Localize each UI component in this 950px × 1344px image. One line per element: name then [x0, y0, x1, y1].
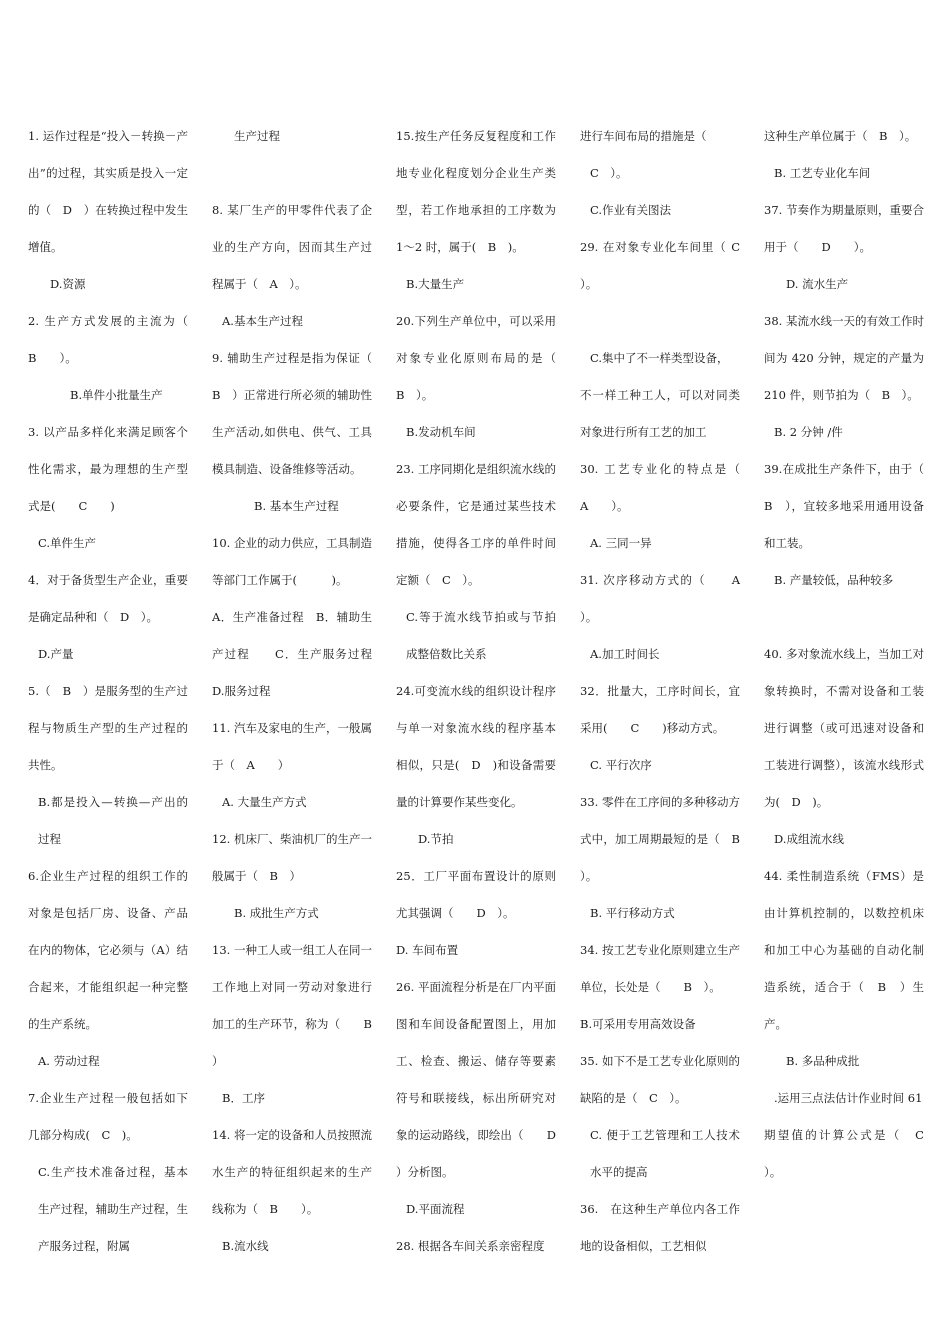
answer-text: D.节拍	[418, 832, 454, 846]
answer-text: B. 多品种成批	[786, 1054, 860, 1068]
answer-text: B. 工艺专业化车间	[774, 166, 871, 180]
question-text: 进行车间布局的措施是（	[580, 129, 707, 143]
answer-text: B.都是投入—转换—产出的过程	[38, 795, 188, 846]
question-text: 30. 工艺专业化的特点是（ A ）。	[580, 462, 763, 513]
question-text: 4．对于备货型生产企业，重要是确定品种和（ D ）。	[28, 573, 188, 624]
question-text: B.可采用专用高效设备	[580, 1017, 696, 1031]
question-text: 32．批量大，工序时间长，宜采用( C )移动方式。	[580, 684, 740, 735]
question-text: 26. 平面流程分析是在厂内平面图和车间设备配置图上，用加工、检查、搬运、储存等要素符号和联接线，标出所研究对象的运动路线，即绘出（ D ）分析图。	[396, 980, 568, 1179]
answer-text: B. 2 分钟 /件	[774, 425, 843, 439]
blank-line	[580, 303, 740, 340]
question-text: 24.可变流水线的组织设计程序与单一对象流水线的程序基本相似，只是( D )和设备需要量的计算要作某些变化。	[396, 684, 556, 809]
question-text: 13. 一种工人或一组工人在同一工作地上对同一劳动对象进行加工的生产环节，称为（ B ）	[212, 943, 395, 1068]
question-text: 8. 某厂生产的甲零件代表了企业的生产方向，因而其生产过程属于（ A ）。	[212, 203, 372, 291]
answer-text: A.基本生产过程	[222, 314, 303, 328]
answer-text: .运用三点法估计作业时间 61	[774, 1091, 923, 1105]
answer-text: B. 基本生产过程	[254, 499, 339, 513]
answer-text: A. 大量生产方式	[222, 795, 307, 809]
answer-text: B.流水线	[222, 1239, 269, 1253]
answer-text: A. 三同一异	[590, 536, 652, 550]
question-text: 29. 在对象专业化车间里（ C ）。	[580, 240, 744, 291]
answer-text: C.生产技术准备过程，基本生产过程，辅助生产过程，生产服务过程，附属	[38, 1165, 188, 1253]
answer-text: D.资源	[50, 277, 86, 291]
question-text: 这种生产单位属于（ B ）。	[764, 129, 917, 143]
text-column-5	[764, 118, 936, 1191]
question-text: 36. 在这种生产单位内各工作地的设备相似，工艺相似	[580, 1202, 740, 1253]
answer-text: C.作业有关图法	[590, 203, 672, 217]
text-column-3	[396, 118, 591, 1265]
question-text: A．生产准备过程 B．辅助生产过程 C．生产服务过程 D.服务过程	[212, 610, 395, 698]
question-text: 20.下列生产单位中，可以采用对象专业化原则布局的是（ B ）。	[396, 314, 591, 402]
question-text: 31. 次序移动方式的（ A ）。	[580, 573, 752, 624]
answer-text: D.产量	[38, 647, 74, 661]
question-text: 5.（ B ）是服务型的生产过程与物质生产型的生产过程的共性。	[28, 684, 188, 772]
question-text: 15.按生产任务反复程度和工作地专业化程度划分企业生产类型，若工作地承担的工序数为 1～2 时，属于( B )。	[396, 129, 560, 254]
answer-text: B．工序	[222, 1091, 265, 1105]
text-column-2	[212, 118, 395, 1265]
question-text: 25．工厂平面布置设计的原则尤其强调（ D ）。	[396, 869, 556, 920]
question-text: 1. 运作过程是“投入－转换－产出”的过程，其实质是投入一定的（ D ）在转换过程中发生增值。	[28, 129, 188, 254]
question-text: 35. 如下不是工艺专业化原则的缺陷的是（ C ）。	[580, 1054, 740, 1105]
answer-text: B. 成批生产方式	[234, 906, 319, 920]
question-text: 40. 多对象流水线上，当加工对象转换时，不需对设备和工装进行调整（或可迅速对设备和工装进行调整），该流水线形式为( D )。	[764, 647, 924, 809]
answer-text: D. 流水生产	[786, 277, 849, 291]
question-text: 23. 工序同期化是组织流水线的必要条件，它是通过某些技术措施，使得各工序的单件时间定额（ C ）。	[396, 462, 556, 587]
question-text: 3. 以产品多样化来满足顾客个性化需求，最为理想的生产型式是( C )	[28, 425, 188, 513]
question-text: 10. 企业的动力供应，工具制造等部门工作属于( )。	[212, 536, 372, 587]
answer-text: B.大量生产	[406, 277, 465, 291]
question-text: 28. 根据各车间关系亲密程度	[396, 1239, 545, 1253]
question-text: 33. 零件在工序间的多种移动方式中，加工周期最短的是（ B ）。	[580, 795, 752, 883]
question-text: 不一样工种工人，可以对同类对象进行所有工艺的加工	[580, 388, 740, 439]
answer-text: B.单件小批量生产	[70, 388, 163, 402]
question-text: 9. 辅助生产过程是指为保证（ B ）正常进行所必须的辅助性生产活动,如供电、供气、工具模具制造、设备维修等活动。	[212, 351, 384, 476]
answer-text: C ）。	[590, 166, 628, 180]
question-text: 39.在成批生产条件下，由于（ B ），宜较多地采用通用设备和工装。	[764, 462, 936, 550]
answer-text: C.单件生产	[38, 536, 97, 550]
blank-line	[212, 155, 372, 192]
question-text: 38. 某流水线一天的有效工作时间为 420 分钟，规定的产量为 210 件，则节拍为（ B ）。	[764, 314, 928, 402]
answer-text: A. 劳动过程	[38, 1054, 100, 1068]
question-text: 37. 节奏作为期量原则，重要合用于（ D ）。	[764, 203, 924, 254]
answer-text: C.集中了不一样类型设备，	[590, 351, 729, 365]
question-text: 7.企业生产过程一般包括如下几部分构成( C )。	[28, 1091, 188, 1142]
question-text: 12. 机床厂、柴油机厂的生产一般属于（ B ）	[212, 832, 372, 883]
question-text: 34. 按工艺专业化原则建立生产单位，长处是（ B ）。	[580, 943, 740, 994]
answer-text: D.成组流水线	[774, 832, 844, 846]
question-text: D. 车间布置	[396, 943, 459, 957]
question-text: 14. 将一定的设备和人员按照流水生产的特征组织起来的生产线称为（ B ）。	[212, 1128, 372, 1216]
answer-text: B. 平行移动方式	[590, 906, 675, 920]
text-column-1	[28, 118, 200, 1265]
answer-text: C. 平行次序	[590, 758, 652, 772]
answer-text: C.等于流水线节拍或与节拍成整倍数比关系	[406, 610, 556, 661]
blank-line	[764, 599, 924, 636]
question-text: 2. 生产方式发展的主流为（ B ）。	[28, 314, 200, 365]
question-text: 11. 汽车及家电的生产，一般属于（ A ）	[212, 721, 372, 772]
answer-text: B.发动机车间	[406, 425, 476, 439]
question-text: 期望值的计算公式是（ C ）。	[764, 1128, 936, 1179]
answer-text: 生产过程	[234, 129, 280, 143]
answer-text: A.加工时间长	[590, 647, 660, 661]
question-text: 6.企业生产过程的组织工作的对象是包括厂房、设备、产品在内的物体，它必须与（A）结合起来，才能组织起一种完整的生产系统。	[28, 869, 188, 1031]
question-text: 44. 柔性制造系统（FMS）是由计算机控制的，以数控机床和加工中心为基础的自动化制造系统，适合于（ B ）生产。	[764, 869, 924, 1031]
answer-text: D.平面流程	[406, 1202, 465, 1216]
answer-text: B. 产量较低，品种较多	[774, 573, 894, 587]
text-column-4	[580, 118, 763, 1265]
answer-text: C. 便于工艺管理和工人技术水平的提高	[590, 1128, 740, 1179]
